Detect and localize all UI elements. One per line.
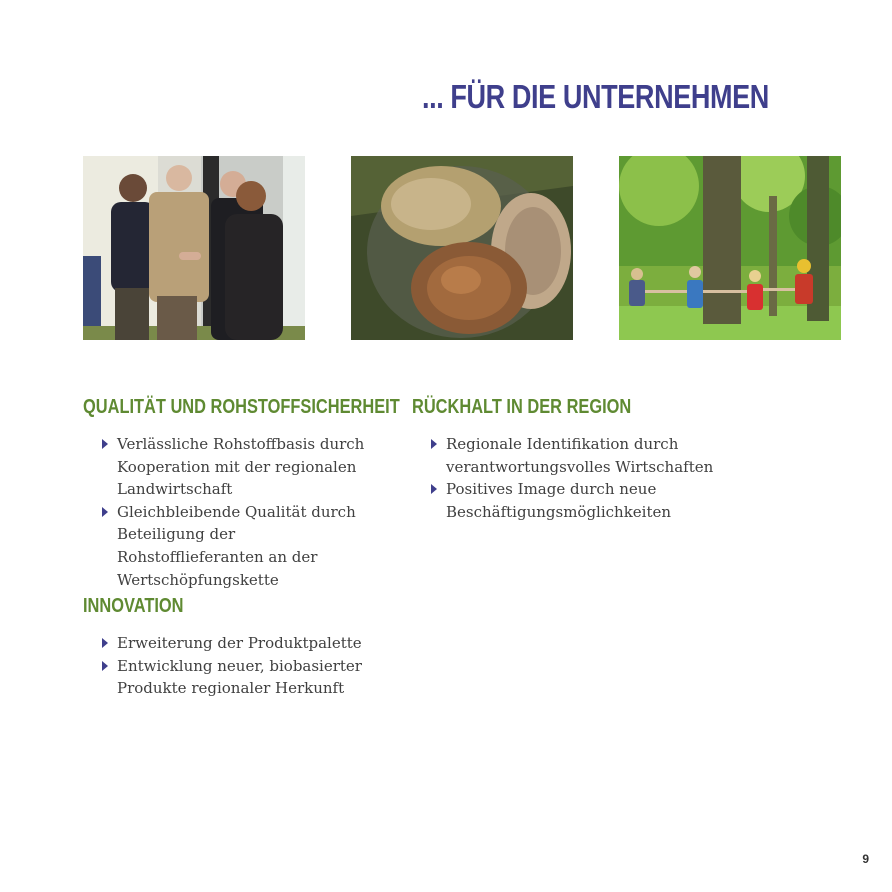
list-item: Gleichbleibende Qualität durch Beteiligung der Rohstofflieferanten an der Wertschöpfungskette [117,501,383,591]
bullet-arrow-icon [102,661,108,671]
list-item: Verlässliche Rohstoffbasis durch Kooperation mit der regionalen Landwirtschaft [117,433,383,501]
bullet-arrow-icon [102,638,108,648]
list-item: Positives Image durch neue Beschäftigungsmöglichkeiten [446,478,722,523]
photo-pellets [351,156,573,340]
bullet-list [83,433,383,591]
photo-handshake [83,156,305,340]
page-title: ... FÜR DIE UNTERNEHMEN [422,78,769,115]
section-heading: INNOVATION [83,595,184,617]
list-item: Erweiterung der Produktpalette [117,632,383,655]
section-heading: QUALITÄT UND ROHSTOFFSICHERHEIT [83,396,400,418]
bullet-arrow-icon [102,439,108,449]
section-innovation [83,595,383,700]
bullet-list [83,632,383,700]
bullet-arrow-icon [102,507,108,517]
bullet-list [412,433,722,523]
photo-children-forest [619,156,841,340]
section-region [412,396,722,523]
list-item: Entwicklung neuer, biobasierter Produkte regionaler Herkunft [117,655,383,700]
page-number: 9 [862,852,869,866]
section-heading: RÜCKHALT IN DER REGION [412,396,632,418]
list-item: Regionale Identifikation durch verantwortungsvolles Wirtschaften [446,433,722,478]
section-quality [83,396,400,591]
bullet-arrow-icon [431,439,437,449]
bullet-arrow-icon [431,484,437,494]
